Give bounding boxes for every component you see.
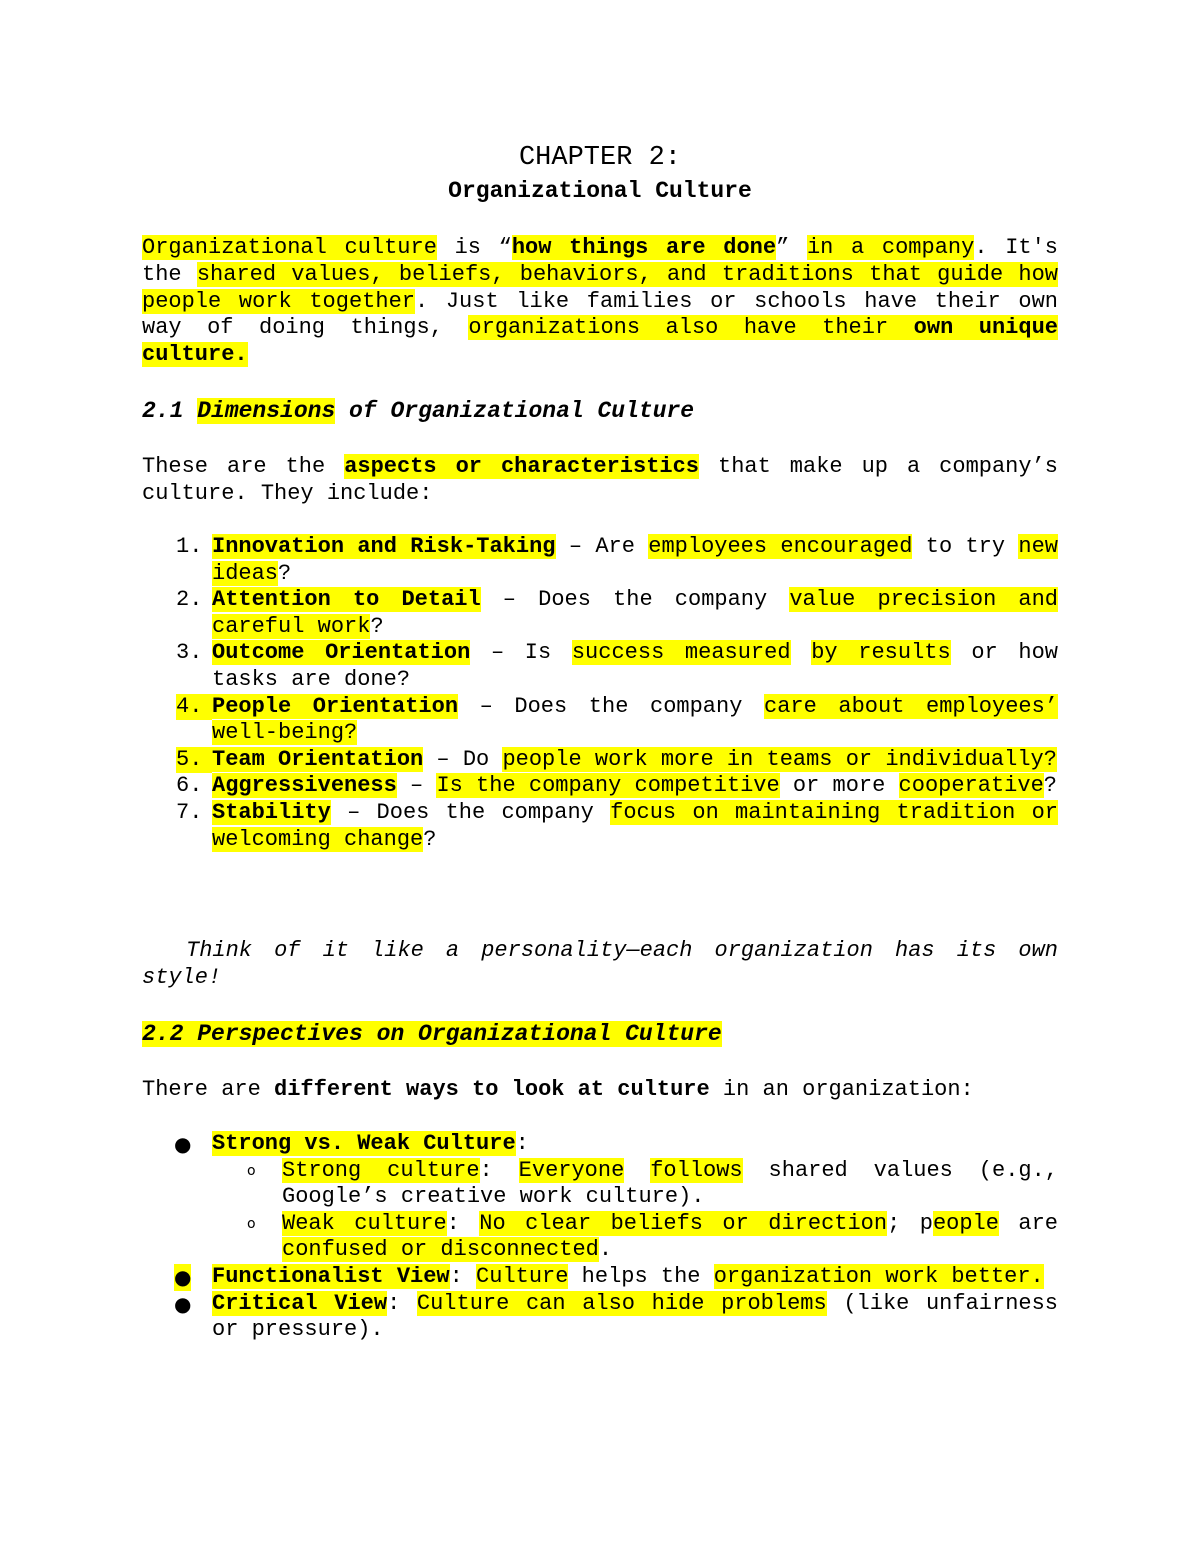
list-item: 7. Stability – Does the company focus on maintaining tradition or welcoming change? [176, 799, 1058, 852]
circle-bullet-icon: o [247, 1162, 256, 1179]
chapter-title: CHAPTER 2: [518, 143, 682, 173]
list-item: ● Functionalist View: Culture helps the organization work better. [174, 1263, 1044, 1289]
list-item: 2. Attention to Detail – Does the company value precision and careful work? [176, 587, 1059, 639]
perspectives-list [142, 1131, 1058, 1344]
circle-bullet-icon: o [247, 1215, 256, 1232]
sub-list [212, 1158, 1058, 1264]
list-item: ● Critical View: Culture can also hide problems (like unfairness or pressure). [174, 1290, 1058, 1343]
list-item: 5. Team Orientation – Do people work more in teams or individually? [176, 746, 1057, 772]
list-item: o Weak culture: No clear beliefs or direction; people are confused or disconnected. [247, 1210, 1058, 1263]
bullet-icon: ● [174, 1291, 192, 1316]
section-heading-perspectives: 2.2 Perspectives on Organizational Culture [142, 1021, 722, 1047]
list-item: ● Strong vs. Weak Culture: o Strong culture: Everyone follows shared values (e.g., Google’s creative work culture). o Weak culture: No clear beliefs or direction; people are confused or disconnected. [174, 1131, 1059, 1263]
intro-paragraph: Organizational culture is “how things are done” in a company. It's the shared values, beliefs, behaviors, and traditions that guide how people work together. Just like families or schools have their own way of doing things, organizations also have their own unique culture. [142, 235, 1059, 368]
personality-note: Think of it like a personality—each organization has its own style! [142, 938, 1058, 990]
dimensions-intro: These are the aspects or characteristics that make up a company’s culture. They include: [142, 454, 1058, 506]
list-item: 1. Innovation and Risk-Taking – Are employees encouraged to try new ideas? [176, 534, 1059, 586]
list-item: 6. Aggressiveness – Is the company competitive or more cooperative? [176, 773, 1057, 799]
list-item: 4. People Orientation – Does the company care about employees’ well-being? [176, 693, 1059, 746]
list-item: 3. Outcome Orientation – Is success measured by results or how tasks are done? [176, 640, 1059, 692]
dimensions-list [142, 534, 1058, 853]
bullet-icon: ● [174, 1132, 192, 1156]
bullet-icon: ● [174, 1264, 192, 1289]
perspectives-intro: There are different ways to look at culture in an organization: [142, 1077, 974, 1102]
section-heading-dimensions: 2.1 Dimensions of Organizational Culture [142, 398, 695, 424]
list-item: o Strong culture: Everyone follows shared values (e.g., Google’s creative work culture). [247, 1157, 1059, 1210]
chapter-subtitle: Organizational Culture [448, 178, 752, 204]
intro-term: Organizational culture [142, 235, 437, 260]
